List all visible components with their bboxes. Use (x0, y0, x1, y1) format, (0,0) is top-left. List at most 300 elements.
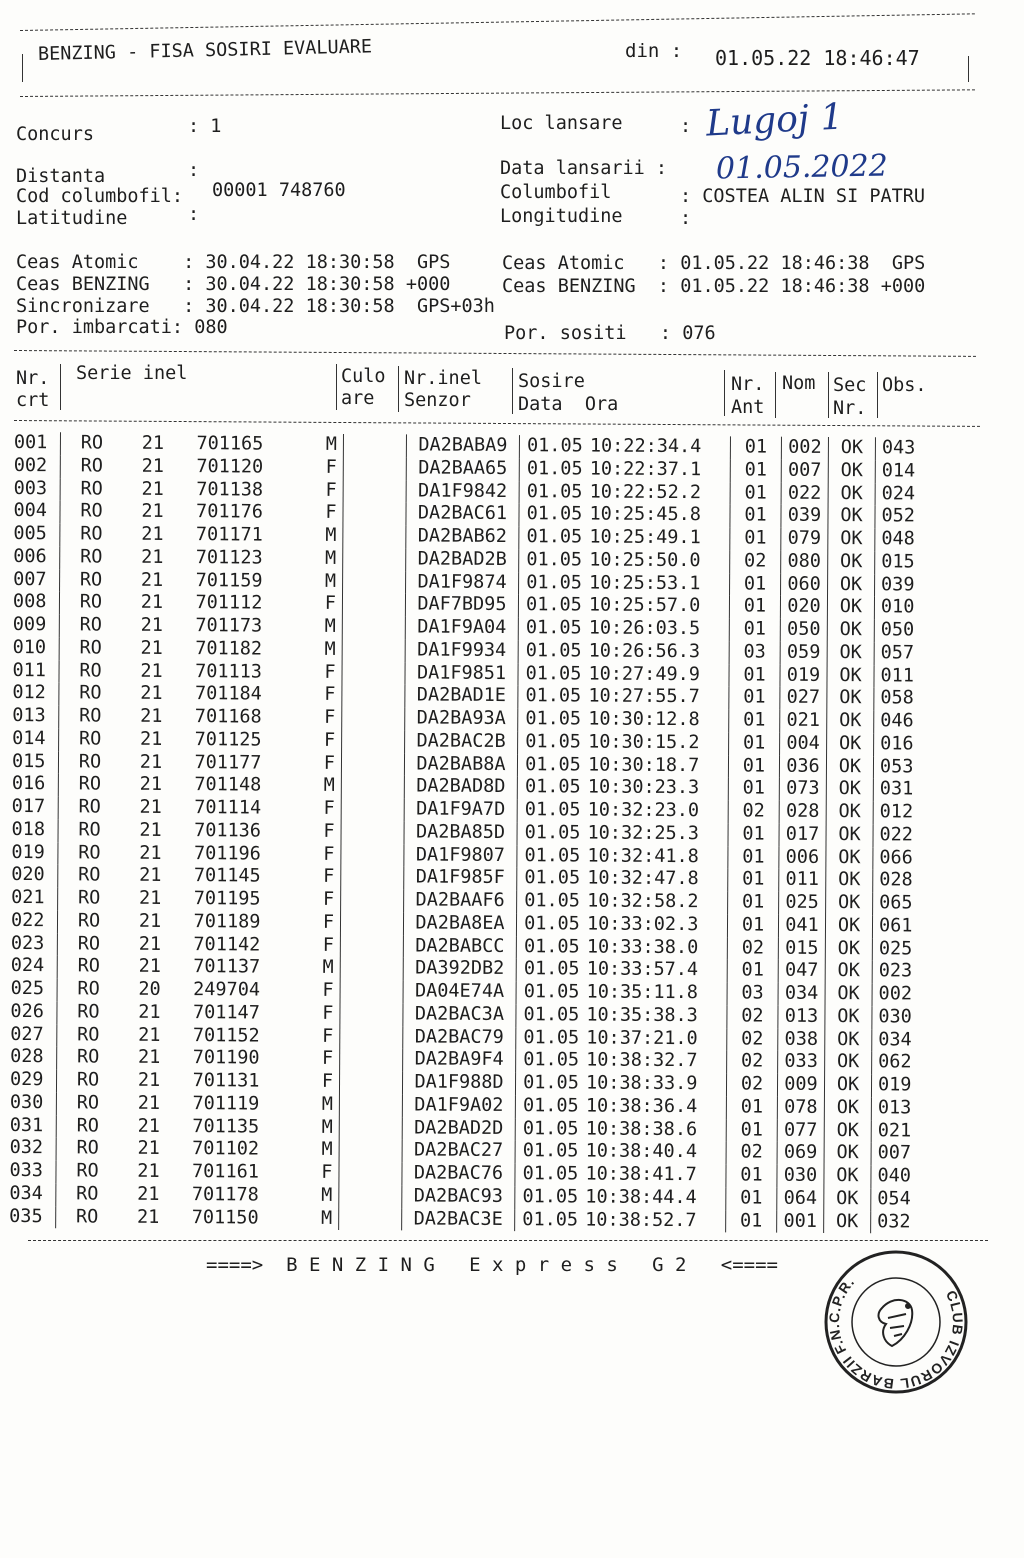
nom: 027 (780, 687, 827, 710)
arrival-time: 10:25:49.1 (589, 527, 730, 551)
sex: M (272, 1207, 339, 1230)
ring-country: RO (80, 523, 103, 545)
arrival-time: 10:33:57.4 (587, 959, 728, 983)
arrival-time: 10:32:25.3 (587, 822, 728, 846)
arrival-date: 01.05 (525, 639, 582, 662)
pigeon-icon (879, 1300, 913, 1346)
sensor-ring: DA1F9A04 (405, 616, 518, 639)
ring-number: 701147 (192, 1001, 260, 1024)
table-top-rule (14, 350, 976, 357)
sex: F (275, 684, 342, 707)
ring-number: 701135 (192, 1115, 260, 1138)
culoare-cell (343, 525, 406, 548)
nr-ant: 01 (741, 891, 765, 913)
sex: M (276, 547, 343, 570)
sensor-ring: DA2BAC61 (406, 503, 519, 526)
ring-country: RO (76, 1205, 99, 1228)
culoare-cell (340, 1003, 403, 1026)
sex: F (277, 479, 344, 502)
nom: 069 (777, 1142, 824, 1165)
arrival-time: 10:38:33.9 (586, 1073, 727, 1097)
sensor-ring: DA2BABCC (403, 935, 516, 958)
col-nr-inel-senzor: Nr.inel Senzor (404, 368, 482, 411)
culoare-cell (339, 1139, 402, 1162)
ring-country: RO (79, 682, 102, 704)
sex: F (273, 1002, 340, 1025)
ring-number: 701102 (192, 1138, 260, 1160)
ring-number: 701145 (193, 865, 261, 887)
ring-number: 701142 (193, 933, 261, 956)
sec-status: OK (828, 460, 875, 483)
arrival-time: 10:35:11.8 (587, 982, 728, 1006)
culoare-cell (341, 775, 404, 798)
arrival-date: 01.05 (525, 617, 582, 639)
ring-year: 21 (137, 1206, 160, 1228)
arrival-date: 01.05 (523, 1003, 580, 1026)
sec-status: OK (826, 892, 873, 915)
ring-year: 21 (141, 478, 164, 500)
sensor-ring: DA2BAB62 (406, 525, 519, 548)
arrival-time: 10:35:38.3 (586, 1004, 727, 1028)
obs: 034 (878, 1028, 912, 1050)
nom: 060 (781, 573, 828, 596)
ring-number: 701112 (195, 592, 263, 614)
club-stamp (822, 1248, 970, 1396)
culoare-cell (340, 1048, 403, 1071)
nom: 050 (780, 619, 827, 642)
sensor-ring: DA1F985F (404, 867, 517, 890)
culoare-cell (340, 912, 403, 935)
arrival-time: 10:38:36.4 (586, 1095, 727, 1119)
sec-status: OK (824, 1074, 871, 1097)
nom: 079 (781, 528, 828, 551)
sensor-ring: DA392DB2 (403, 958, 516, 981)
sec-status: OK (826, 869, 873, 892)
obs: 021 (877, 1119, 912, 1141)
ring-number: 701168 (194, 706, 262, 728)
obs: 012 (879, 801, 914, 823)
arrival-date: 01.05 (525, 730, 582, 753)
nr-ant: 01 (740, 1187, 763, 1209)
nr-ant: 01 (740, 1164, 763, 1186)
ring-year: 21 (140, 705, 163, 727)
arrival-date: 01.05 (524, 890, 581, 912)
arrival-time: 10:32:58.2 (587, 891, 728, 915)
porumbei-sositi: Por. sositi : 076 (504, 323, 716, 344)
latitudine-label: Latitudine (16, 208, 128, 229)
distanta-label: Distanta (16, 166, 106, 187)
ring-year: 21 (141, 455, 164, 477)
sec-status: OK (826, 801, 873, 824)
col-nom: Nom (782, 373, 816, 394)
sec-status: OK (825, 937, 872, 960)
arrival-date: 01.05 (522, 1185, 579, 1208)
obs: 007 (877, 1142, 912, 1164)
loc-colon: : (680, 116, 692, 137)
row-nr: 012 (12, 682, 59, 705)
culoare-cell (339, 1162, 402, 1185)
arrival-time: 10:30:12.8 (588, 709, 729, 733)
row-nr: 019 (11, 841, 58, 864)
header-right-bar (968, 56, 969, 82)
arrival-date: 01.05 (524, 776, 581, 798)
row-nr: 010 (13, 637, 60, 660)
ring-country: RO (79, 568, 103, 591)
culoare-cell (342, 662, 405, 685)
ring-number: 701137 (193, 956, 261, 978)
header-left-bar (22, 54, 23, 82)
sensor-ring: DA2BA8EA (403, 912, 516, 935)
row-nr: 023 (11, 932, 58, 955)
sec-status: OK (828, 505, 875, 528)
arrival-time: 10:38:38.6 (586, 1118, 727, 1142)
sensor-ring: DAF7BD95 (405, 594, 518, 617)
ring-country: RO (80, 546, 103, 568)
arrival-date: 01.05 (524, 799, 581, 821)
ring-year: 21 (139, 842, 162, 864)
ring-country: RO (76, 1183, 99, 1205)
nom: 038 (778, 1028, 825, 1051)
col-divider (877, 372, 878, 418)
arrival-date: 01.05 (526, 503, 583, 525)
culoare-cell (343, 480, 406, 503)
ring-number: 701182 (195, 637, 263, 660)
ring-country: RO (79, 591, 103, 613)
arrival-date: 01.05 (527, 435, 583, 457)
ring-country: RO (77, 910, 101, 932)
row-nr: 034 (9, 1183, 56, 1206)
arrivals-table-body (9, 432, 942, 1234)
arrival-date: 01.05 (523, 1072, 579, 1094)
nr-ant: 03 (743, 641, 766, 663)
sec-status: OK (827, 619, 874, 642)
ring-number: 701148 (194, 774, 262, 796)
concurs-label: Concurs (16, 124, 94, 145)
loc-lansare-handwritten: Lugoj 1 (705, 96, 845, 145)
nr-ant: 01 (743, 709, 766, 731)
ring-country: RO (76, 1092, 100, 1114)
svg-text:CLUB IZVORUL BARZII F.N.C.P.R. (822, 1248, 970, 1396)
col-divider (336, 364, 337, 410)
arrival-date: 01.05 (522, 1094, 579, 1117)
arrival-date: 01.05 (526, 457, 583, 480)
arrival-date: 01.05 (522, 1117, 579, 1139)
data-lansarii-label: Data lansarii : (500, 158, 668, 179)
sec-status: OK (827, 664, 874, 687)
row-nr: 020 (11, 864, 58, 887)
arrival-date: 01.05 (523, 935, 580, 957)
ring-number: 701150 (191, 1206, 259, 1229)
ring-number: 701120 (196, 455, 264, 478)
porumbei-imbarcati: Por. imbarcati: 080 (16, 317, 228, 338)
sec-status: OK (824, 1097, 871, 1120)
nom: 078 (777, 1096, 824, 1119)
sensor-ring: DA2BAA65 (406, 457, 519, 480)
nr-ant: 01 (744, 527, 767, 549)
ring-year: 21 (137, 1115, 160, 1137)
ring-number: 701171 (195, 524, 263, 546)
ring-number: 701123 (195, 546, 263, 569)
nom: 080 (781, 550, 828, 573)
nr-ant: 01 (742, 732, 766, 754)
arrival-date: 01.05 (525, 662, 582, 684)
sex: F (274, 980, 341, 1003)
arrival-date: 01.05 (525, 685, 582, 707)
sex: M (273, 1093, 340, 1116)
culoare-cell (342, 707, 405, 730)
ring-country: RO (78, 819, 101, 841)
ring-year: 21 (137, 1047, 161, 1069)
obs: 019 (877, 1074, 912, 1096)
ring-year: 20 (138, 978, 161, 1000)
sec-status: OK (827, 733, 874, 756)
nr-ant: 02 (740, 1141, 763, 1163)
col-obs: Obs. (882, 375, 927, 396)
arrival-time: 10:30:23.3 (588, 777, 729, 801)
culoare-cell (340, 980, 403, 1003)
arrival-time: 10:22:52.2 (590, 481, 731, 505)
ring-year: 21 (140, 660, 163, 682)
nom: 059 (780, 641, 827, 664)
din-label: din : (625, 40, 683, 62)
col-culoare: Culo are (341, 366, 386, 409)
sensor-ring: DA1F9807 (404, 844, 517, 867)
header-top-rule (20, 13, 975, 31)
obs: 039 (881, 573, 915, 596)
sensor-ring: DA1F988D (402, 1071, 515, 1094)
nr-ant: 01 (739, 1209, 763, 1232)
obs: 054 (877, 1188, 911, 1210)
ring-year: 21 (141, 432, 165, 454)
sheet-title: BENZING - FISA SOSIRI EVALUARE (37, 36, 373, 65)
sec-status: OK (824, 1165, 871, 1188)
row-nr: 011 (12, 659, 59, 682)
ring-number: 701152 (192, 1024, 260, 1047)
obs: 053 (879, 755, 914, 778)
nom: 011 (779, 869, 826, 892)
obs: 065 (879, 892, 913, 914)
arrival-time: 10:32:41.8 (587, 845, 728, 869)
row-nr: 009 (13, 614, 60, 637)
sex: M (277, 434, 344, 457)
sex: M (273, 1116, 340, 1139)
arrival-time: 10:22:34.4 (590, 436, 731, 460)
row-nr: 006 (13, 546, 60, 569)
nom: 033 (778, 1051, 825, 1074)
sec-status: OK (824, 1142, 871, 1165)
sec-status: OK (827, 687, 874, 710)
sec-status: OK (824, 1210, 871, 1233)
arrival-time: 10:25:53.1 (589, 572, 730, 596)
arrival-time: 10:32:47.8 (587, 868, 728, 892)
nom: 036 (779, 755, 826, 778)
sec-status: OK (824, 1188, 871, 1211)
ring-year: 21 (140, 614, 164, 636)
ring-year: 21 (137, 1138, 160, 1160)
nr-ant: 01 (741, 959, 764, 981)
ring-country: RO (76, 1137, 99, 1159)
ring-year: 21 (137, 1092, 161, 1114)
ring-year: 21 (137, 1183, 160, 1205)
culoare-cell (340, 935, 403, 958)
data-lansarii-handwritten: 01.05.2022 (715, 148, 889, 187)
sex: F (273, 1071, 340, 1094)
obs: 062 (878, 1051, 912, 1073)
arrival-date: 01.05 (524, 867, 581, 889)
sex: F (274, 843, 341, 866)
row-nr: 018 (11, 819, 58, 842)
nom: 077 (777, 1119, 824, 1142)
report-datetime: 01.05.22 18:46:47 (715, 46, 920, 70)
obs: 010 (880, 596, 915, 618)
col-nr-ant: Nr. Ant (731, 374, 765, 418)
ring-country: RO (80, 432, 104, 454)
sex: M (274, 957, 341, 980)
arrival-date: 01.05 (522, 1163, 579, 1185)
ring-number: 701161 (191, 1161, 259, 1183)
sensor-ring: DA2BAB8A (404, 753, 517, 776)
ring-country: RO (79, 614, 103, 636)
arrival-time: 10:25:50.0 (589, 549, 730, 573)
obs: 025 (878, 937, 913, 959)
concurs-value: : 1 (188, 116, 222, 137)
sensor-ring: DA2BAD1E (405, 685, 518, 708)
ring-number: 701114 (194, 797, 262, 819)
sex: F (276, 502, 343, 525)
sensor-ring: DA1F9A02 (402, 1094, 515, 1117)
columbofil-value: : COSTEA ALIN SI PATRU (680, 186, 926, 207)
arrival-time: 10:26:03.5 (589, 618, 730, 642)
culoare-cell (342, 684, 405, 707)
nom: 022 (781, 482, 828, 505)
table-bottom-rule (28, 1240, 988, 1241)
row-nr: 033 (9, 1160, 56, 1183)
ring-country: RO (77, 978, 100, 1000)
arrival-date: 01.05 (523, 1049, 580, 1071)
sensor-ring: DA1F9842 (406, 480, 519, 503)
culoare-cell (342, 639, 405, 662)
row-nr: 026 (10, 1001, 57, 1024)
row-nr: 004 (13, 500, 60, 523)
distanta-colon: : (188, 160, 200, 181)
row-nr: 017 (12, 796, 59, 819)
col-divider (828, 372, 829, 418)
obs: 028 (879, 869, 913, 891)
ring-year: 21 (141, 523, 164, 545)
sec-status: OK (825, 1028, 872, 1051)
nr-ant: 02 (744, 550, 767, 572)
arrival-date: 01.05 (523, 958, 580, 980)
sex: M (276, 616, 343, 639)
row-nr: 002 (14, 455, 61, 478)
obs: 040 (877, 1165, 911, 1187)
ring-country: RO (77, 955, 100, 977)
ring-number: 701196 (193, 842, 261, 865)
col-sec-nr: Sec Nr. (833, 375, 867, 419)
nom: 019 (780, 664, 827, 687)
nom: 013 (778, 1005, 825, 1028)
arrival-time: 10:38:32.7 (586, 1050, 727, 1074)
col-divider (512, 368, 513, 414)
sensor-ring: DA2BAD8D (404, 776, 517, 799)
arrival-time: 10:38:44.4 (585, 1186, 726, 1210)
culoare-cell (343, 502, 406, 525)
ring-country: RO (76, 1160, 99, 1182)
obs: 002 (878, 983, 913, 1005)
obs: 043 (881, 437, 916, 459)
sec-status: OK (825, 960, 872, 983)
ring-number: 701138 (196, 478, 264, 501)
sensor-ring: DA2BAC76 (402, 1162, 515, 1185)
ring-year: 21 (138, 1001, 161, 1023)
obs: 048 (881, 528, 915, 550)
nom: 002 (781, 437, 828, 460)
nom: 034 (778, 983, 825, 1006)
obs: 032 (877, 1210, 911, 1232)
ring-year: 21 (138, 1024, 161, 1046)
nr-ant: 01 (743, 595, 767, 617)
ring-number: 701159 (195, 569, 263, 592)
culoare-cell (339, 1117, 402, 1140)
sex: F (274, 934, 341, 957)
ring-country: RO (80, 500, 103, 522)
sensor-ring: DA2BA93A (405, 707, 518, 730)
ring-year: 21 (138, 956, 161, 978)
row-nr: 005 (13, 523, 60, 546)
culoare-cell (339, 1207, 402, 1230)
sex: F (275, 752, 342, 775)
row-nr: 027 (10, 1023, 57, 1046)
nom: 025 (779, 892, 826, 915)
sensor-ring: DA2BAC93 (402, 1185, 515, 1208)
sex: F (275, 707, 342, 730)
sensor-ring: DA2BAD2B (406, 548, 519, 571)
ring-year: 21 (140, 683, 163, 705)
row-nr: 021 (11, 887, 58, 910)
arrival-date: 01.05 (526, 594, 582, 616)
nom: 004 (780, 732, 827, 755)
nr-ant: 01 (742, 777, 766, 799)
nom: 007 (781, 459, 828, 482)
sensor-ring: DA2BAD2D (402, 1117, 515, 1140)
ring-year: 21 (139, 819, 162, 841)
obs: 013 (877, 1097, 912, 1119)
ring-number: 701178 (191, 1183, 259, 1206)
nom: 030 (777, 1165, 824, 1188)
sex: M (275, 775, 342, 798)
nr-ant: 02 (741, 1027, 764, 1050)
culoare-cell (340, 957, 403, 980)
sex: F (276, 593, 343, 616)
obs: 061 (878, 915, 913, 937)
sex: F (277, 456, 344, 479)
arrival-date: 01.05 (526, 571, 582, 593)
ring-year: 21 (138, 887, 162, 909)
col-divider (724, 370, 725, 416)
culoare-cell (341, 798, 404, 821)
obs: 058 (880, 687, 914, 709)
longitudine-colon: : (680, 208, 692, 229)
arrival-time: 10:38:41.7 (585, 1164, 726, 1188)
ring-country: RO (76, 1046, 100, 1068)
sex: F (274, 911, 341, 934)
culoare-cell (339, 1094, 402, 1117)
ring-country: RO (78, 750, 102, 773)
ceas-atomic-start: Ceas Atomic : 30.04.22 18:30:58 GPS (16, 252, 451, 273)
obs: 014 (881, 460, 916, 482)
row-nr: 007 (13, 568, 60, 591)
col-sosire: Sosire Data Ora (518, 371, 619, 415)
